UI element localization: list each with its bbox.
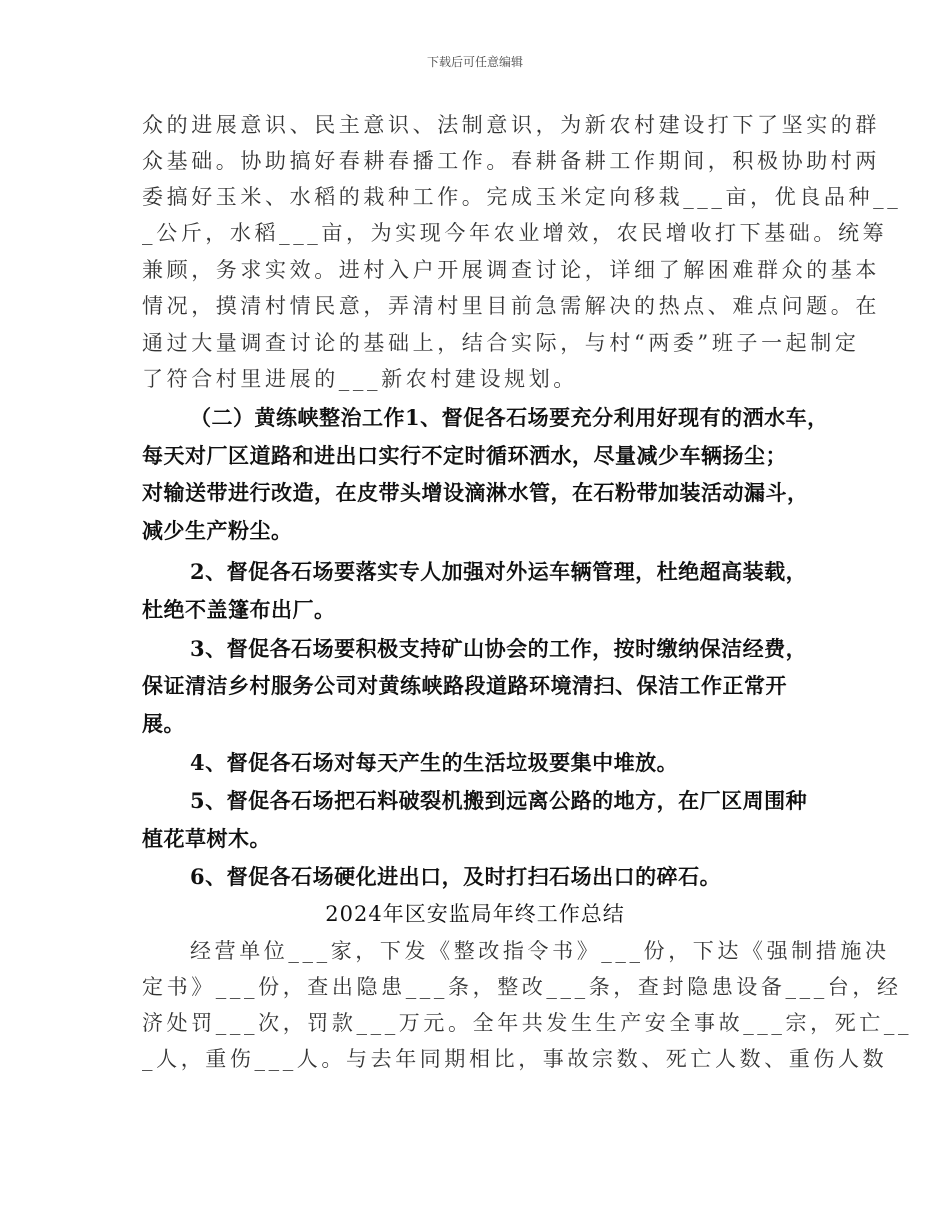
paragraph-line: 了符合村里进展的___新农村建设规划。: [142, 367, 578, 391]
paragraph-line: 通过大量调查讨论的基础上，结合实际，与村“两委”班子一起制定: [142, 331, 860, 355]
paragraph-line: 济处罚___次，罚款___万元。全年共发生生产安全事故___宗，死亡__: [142, 1011, 913, 1035]
list-item-line: 3、督促各石场要积极支持矿山协会的工作，按时缴纳保洁经费，: [190, 636, 808, 661]
document-title: 2024年区安监局年终工作总结: [325, 902, 625, 926]
paragraph-line: 展。: [142, 711, 185, 736]
list-item-line: 2、督促各石场要落实专人加强对外运车辆管理，杜绝超高装载，: [190, 559, 808, 584]
list-item-line: 6、督促各石场硬化进出口，及时打扫石场出口的碎石。: [190, 864, 722, 889]
paragraph-line: _公斤，水稻___亩，为实现今年农业增效，农民增收打下基础。统筹: [142, 221, 888, 245]
list-item-line: 5、督促各石场把石料破裂机搬到远离公路的地方，在厂区周围种: [190, 788, 808, 813]
paragraph-line: 委搞好玉米、水稻的栽种工作。完成玉米定向移栽___亩，优良品种__: [142, 185, 902, 209]
paragraph-line: 情况，摸清村情民意，弄清村里目前急需解决的热点、难点问题。在: [142, 294, 880, 318]
paragraph-line: 植花草树木。: [142, 826, 271, 851]
paragraph-line: 众的进展意识、民主意识、法制意识，为新农村建设打下了坚实的群: [142, 113, 880, 137]
paragraph-line: 对输送带进行改造，在皮带头增设滴淋水管，在石粉带加装活动漏斗，: [142, 480, 809, 505]
paragraph-line: 兼顾，务求实效。进村入户开展调查讨论，详细了解困难群众的基本: [142, 258, 880, 282]
paragraph-line: _人，重伤___人。与去年同期相比，事故宗数、死亡人数、重伤人数: [142, 1047, 888, 1071]
paragraph-line: 减少生产粉尘。: [142, 518, 293, 543]
section-heading-line: （二）黄练峡整治工作1、督促各石场要充分利用好现有的洒水车，: [190, 405, 829, 430]
paragraph-line: 保证清洁乡村服务公司对黄练峡路段道路环境清扫、保洁工作正常开: [142, 673, 787, 698]
paragraph-line: 每天对厂区道路和进出口实行不定时循环洒水，尽量减少车辆扬尘；: [142, 443, 787, 468]
list-item-line: 4、督促各石场对每天产生的生活垃圾要集中堆放。: [190, 750, 679, 775]
paragraph-line: 众基础。协助搞好春耕春播工作。春耕备耕工作期间，积极协助村两: [142, 149, 880, 173]
paragraph-line: 杜绝不盖篷布出厂。: [142, 597, 336, 622]
page-header: 下载后可任意编辑: [426, 55, 523, 69]
paragraph-line: 定书》___份，查出隐患___条，整改___条，查封隐患设备___台，经: [142, 975, 902, 999]
paragraph-line: 经营单位___家，下发《整改指令书》___份，下达《强制措施决: [190, 939, 890, 963]
